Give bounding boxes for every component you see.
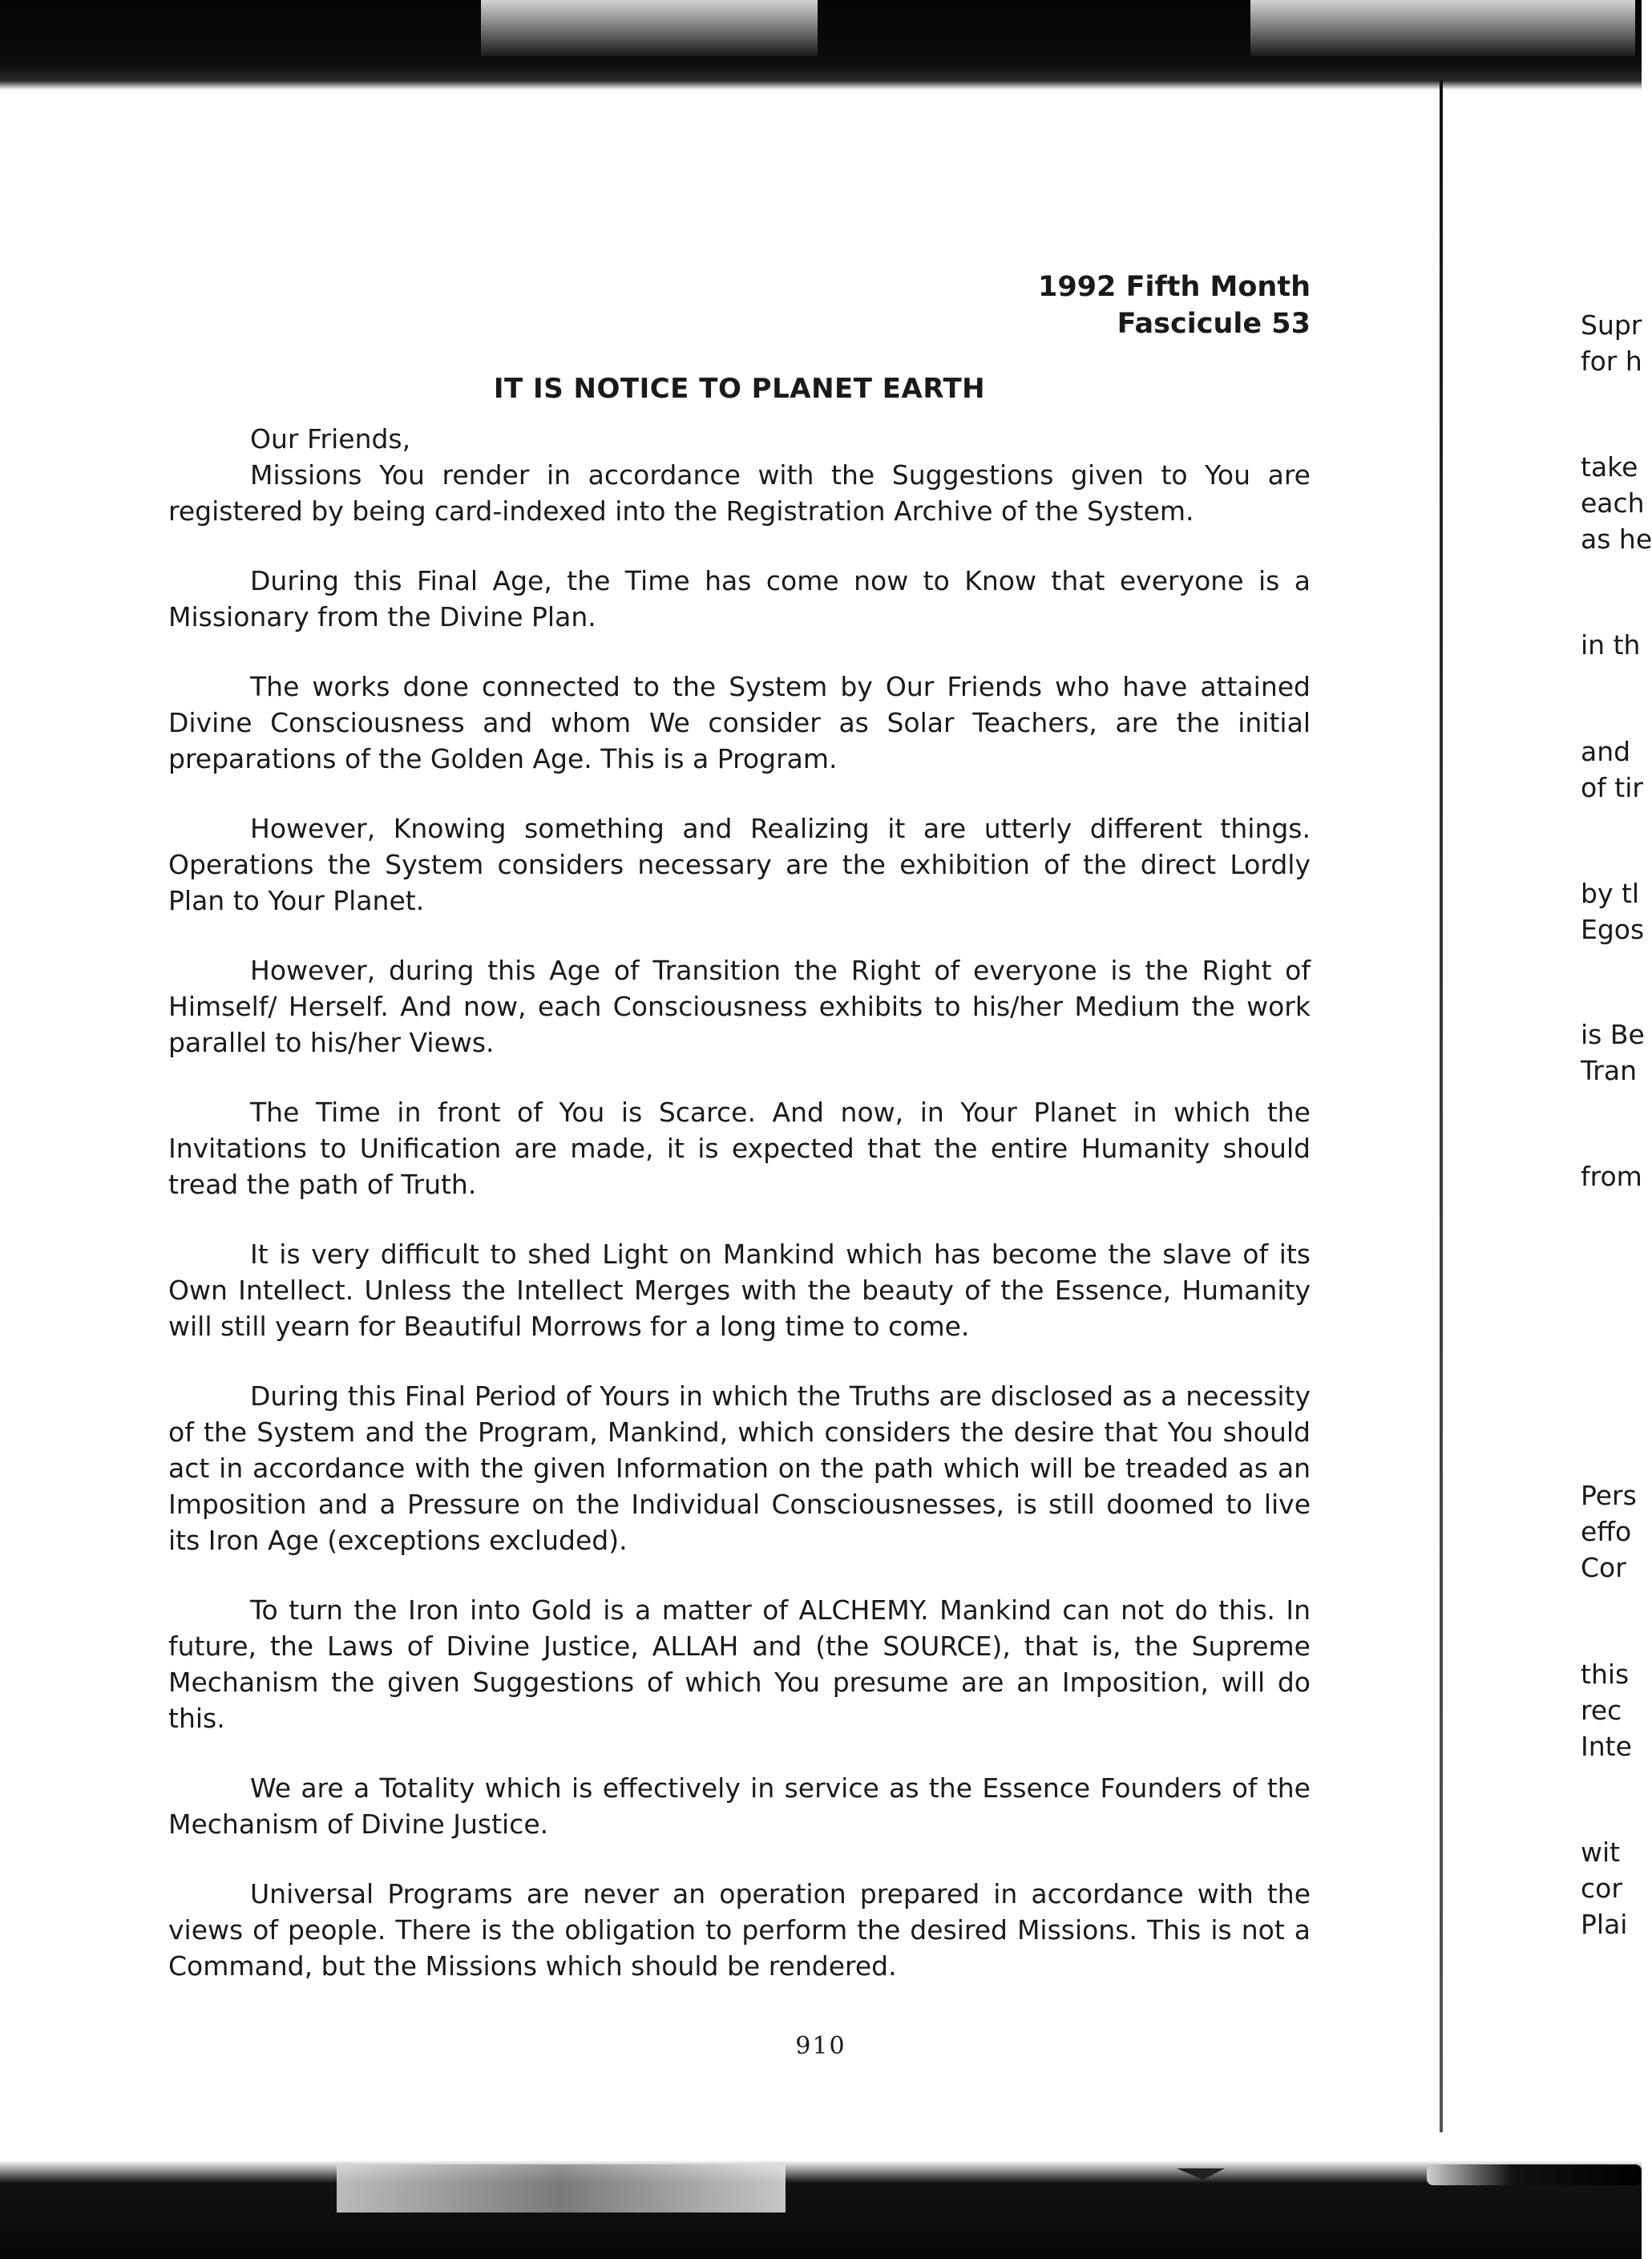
next-page-edge: [1581, 0, 1652, 2259]
paragraph-7: It is very difficult to shed Light on Mankind which has become the slave of its Own Intellect. Unless the Intellect Merges with the beauty of the Essence, Humanity will still yearn for Beautiful Morrows for a long time to come.: [168, 1239, 1311, 1342]
next-page-fragment: Egos: [1581, 914, 1645, 945]
next-page-fragment: take: [1581, 451, 1638, 483]
document-page: [168, 269, 1311, 2018]
next-page-fragment: in th: [1581, 629, 1641, 661]
next-page-fragment: this: [1581, 1659, 1630, 1690]
paragraph-4: However, Knowing something and Realizing it are utterly different things. Operations the System considers necessary are the exhibition of the direct Lordly Plan to Your Planet.: [168, 813, 1311, 916]
page-title: IT IS NOTICE TO PLANET EARTH: [493, 373, 986, 405]
next-page-fragment: cor: [1581, 1873, 1622, 1904]
next-page-fragment: by tl: [1581, 878, 1640, 909]
scan-border-bottom: [0, 2132, 1642, 2259]
next-page-fragment: and: [1581, 736, 1631, 767]
paragraph-9: To turn the Iron into Gold is a matter of ALCHEMY. Mankind can not do this. In future, the Laws of Divine Justice, ALLAH and (the SOURCE), that is, the Supreme Mechanism the given Suggestions of which You presume are an Imposition, will do this.: [168, 1594, 1311, 1734]
next-page-fragment: wit: [1581, 1837, 1621, 1868]
paragraph-10: We are a Totality which is effectively in service as the Essence Founders of the Mechanism of Divine Justice.: [168, 1772, 1311, 1840]
next-page-fragment: for h: [1581, 346, 1642, 377]
next-page-fragment: Plai: [1581, 1909, 1628, 1940]
scan-artifact-blot: [1427, 2164, 1642, 2185]
scan-glare-top-left: [481, 0, 818, 56]
paragraph-11: Universal Programs are never an operation prepared in accordance with the views of people. There is the obligation to perform the desired Missions. This is not a Command, but the Missions which should be rendered.: [168, 1878, 1311, 1982]
next-page-fragment: rec: [1581, 1695, 1622, 1726]
next-page-fragment: as he: [1581, 523, 1652, 555]
paragraph-2: During this Final Age, the Time has come now to Know that everyone is a Missionary from the Divine Plan.: [168, 565, 1311, 632]
paragraph-3: The works done connected to the System by Our Friends who have attained Divine Consciousness and whom We consider as Solar Teachers, are the initial preparations of the Golden Age. This is a Program.: [168, 671, 1311, 774]
next-page-fragment: Pers: [1581, 1480, 1637, 1511]
scan-glare-bottom: [337, 2164, 786, 2213]
next-page-fragment: effo: [1581, 1516, 1632, 1547]
next-page-fragment: each: [1581, 487, 1645, 519]
next-page-fragment: Supr: [1581, 309, 1642, 341]
page-number: 910: [795, 2032, 846, 2060]
paragraph-6: The Time in front of You is Scarce. And now, in Your Planet in which the Invitations to Unification are made, it is expected that the entire Humanity should tread the path of Truth.: [168, 1097, 1311, 1200]
scan-glare-top-right: [1250, 0, 1635, 56]
next-page-fragment: Tran: [1581, 1055, 1638, 1086]
date-line: 1992 Fifth Month: [1037, 271, 1311, 303]
next-page-fragment: from: [1581, 1161, 1642, 1192]
next-page-fragment: Cor: [1581, 1552, 1626, 1583]
next-page-fragment: of tir: [1581, 772, 1643, 803]
paragraph-1: Missions You render in accordance with the Suggestions given to You are registered by being card-indexed into the Registration Archive of the System.: [168, 459, 1311, 527]
paragraph-8: During this Final Period of Yours in which the Truths are disclosed as a necessity of the System and the Program, Mankind, which considers the desire that You should act in accordance with the given Information on the path which will be treaded as an Imposition and a Pressure on the Individual Consciousnesses, is still doomed to live its Iron Age (exceptions excluded).: [168, 1380, 1311, 1556]
greeting: Our Friends,: [250, 423, 411, 455]
next-page-fragment: Inte: [1581, 1731, 1632, 1762]
next-page-fragment: is Be: [1581, 1019, 1645, 1050]
book-gutter: [1440, 80, 1443, 2140]
paragraph-5: However, during this Age of Transition the Right of everyone is the Right of Himself/ Herself. And now, each Consciousness exhibits to his/her Medium the work parallel to his/her Views.: [168, 955, 1311, 1058]
fascicule-line: Fascicule 53: [1117, 308, 1311, 340]
